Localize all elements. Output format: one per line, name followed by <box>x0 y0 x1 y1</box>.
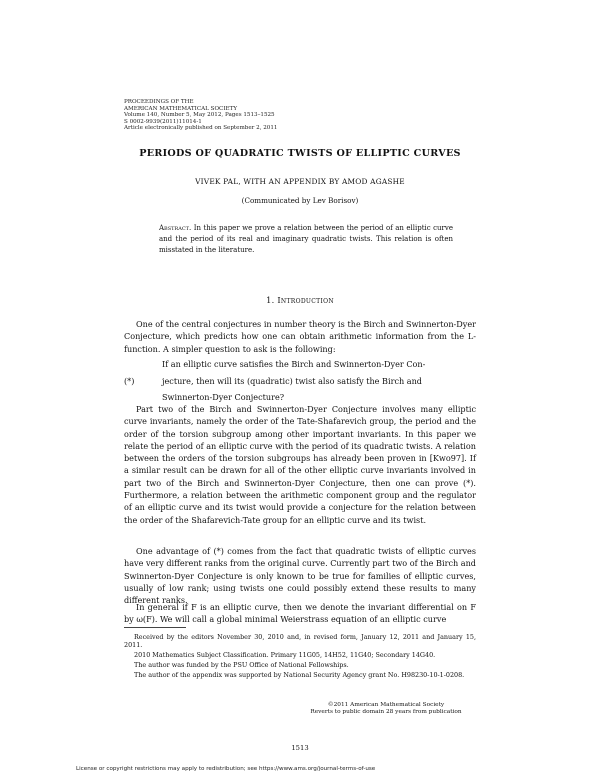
paper-author: VIVEK PAL, WITH AN APPENDIX BY AMOD AGASHE <box>195 177 405 186</box>
copyright-line: ©2011 American Mathematical Society <box>327 702 445 708</box>
conjecture-text <box>162 356 472 406</box>
conjecture-label: (*) <box>124 375 135 386</box>
license-notice[interactable]: License or copyright restrictions may apply to redistribution; see https://www.ams.org/journal-terms-of-use <box>76 766 376 772</box>
paragraph-four <box>124 601 476 626</box>
page-number: 1513 <box>291 744 309 752</box>
journal-header-line: PROCEEDINGS OF THE <box>124 99 194 105</box>
paragraph-three <box>124 545 476 606</box>
section-number: 1. <box>266 295 275 305</box>
section-title: Introduction <box>277 295 334 305</box>
journal-header-line: S 0002-9939(2011)11014-1 <box>124 118 202 125</box>
paragraph-text: One of the central conjectures in number theory is the Birch and Swinnerton-Dyer Conjecture, which predicts how one can obtain arithmetic information from the L-function. A simpler question to ask is the following: <box>124 319 476 354</box>
conjecture-line: jecture, then will its (quadratic) twist also satisfy the Birch and <box>162 375 422 386</box>
copyright-line: Reverts to public domain 28 years from publication <box>310 709 462 715</box>
communicated-by: (Communicated by Lev Borisov) <box>241 196 359 205</box>
footnote: Received by the editors November 30, 2010 and, in revised form, January 12, 2011 and January 15, 2011. <box>124 633 476 650</box>
journal-header-line: Article electronically published on September 2, 2011 <box>124 125 278 132</box>
footnote: 2010 Mathematics Subject Classification. Primary 11G05, 14H52, 11G40; Secondary 14G40. <box>134 651 436 660</box>
footnote: The author of the appendix was supported by National Security Agency grant No. H98230-10-1-0208. <box>134 671 465 680</box>
abstract <box>159 223 453 257</box>
journal-header-line: AMERICAN MATHEMATICAL SOCIETY <box>124 105 238 112</box>
footnote-rule <box>124 627 186 628</box>
paper-title: PERIODS OF QUADRATIC TWISTS OF ELLIPTIC CURVES <box>139 148 461 159</box>
journal-header <box>124 99 277 132</box>
intro-paragraph <box>124 318 476 355</box>
paragraph-text: Part two of the Birch and Swinnerton-Dyer Conjecture involves many elliptic curve invariants, namely the order of the Tate-Shafarevich group, the period and the order of the torsion subgroup among other important invariants. In this paper we relate the period of an elliptic curve with the period of its quadratic twists. A relation between the orders of the torsion subgroups has already been proven in [Kwo97]. If a similar result can be drawn for all of the other elliptic curve invariants involved in part two of the Birch and Swinnerton-Dyer Conjecture, then one can prove (*). Furthermore, a relation between the arithmetic component group and the regulator of an elliptic curve and its twist would provide a conjecture for the relation between the order of the Shafarevich-Tate group for an elliptic curve and its twist. <box>124 404 476 525</box>
journal-header-line: Volume 140, Number 5, May 2012, Pages 1513–1525 <box>124 112 275 119</box>
paragraph-two <box>124 403 476 526</box>
footnotes <box>124 633 476 681</box>
section-heading <box>0 295 600 305</box>
paragraph-text: In general if F is an elliptic curve, then we denote the invariant differential on F by ω(F). We will call a global minimal Weierstrass equation of an elliptic curve <box>124 602 476 625</box>
conjecture-line: If an elliptic curve satisfies the Birch and Swinnerton-Dyer Con- <box>162 359 426 369</box>
paragraph-text: One advantage of (*) comes from the fact that quadratic twists of elliptic curves have very different ranks from the original curve. Currently part two of the Birch and Swinnerton-Dyer Conjecture is only known to be true for families of elliptic curves, usually of low rank; using twists one could possibly extend these results to many different ranks. <box>124 546 476 606</box>
abstract-text: In this paper we prove a relation between the period of an elliptic curve and the period of its real and imaginary quadratic twists. This relation is often misstated in the literature. <box>159 224 453 255</box>
abstract-label: Abstract. <box>159 224 192 232</box>
conjecture-line: Swinnerton-Dyer Conjecture? <box>162 392 285 402</box>
copyright-notice <box>296 702 476 716</box>
footnote: The author was funded by the PSU Office of National Fellowships. <box>134 661 349 670</box>
